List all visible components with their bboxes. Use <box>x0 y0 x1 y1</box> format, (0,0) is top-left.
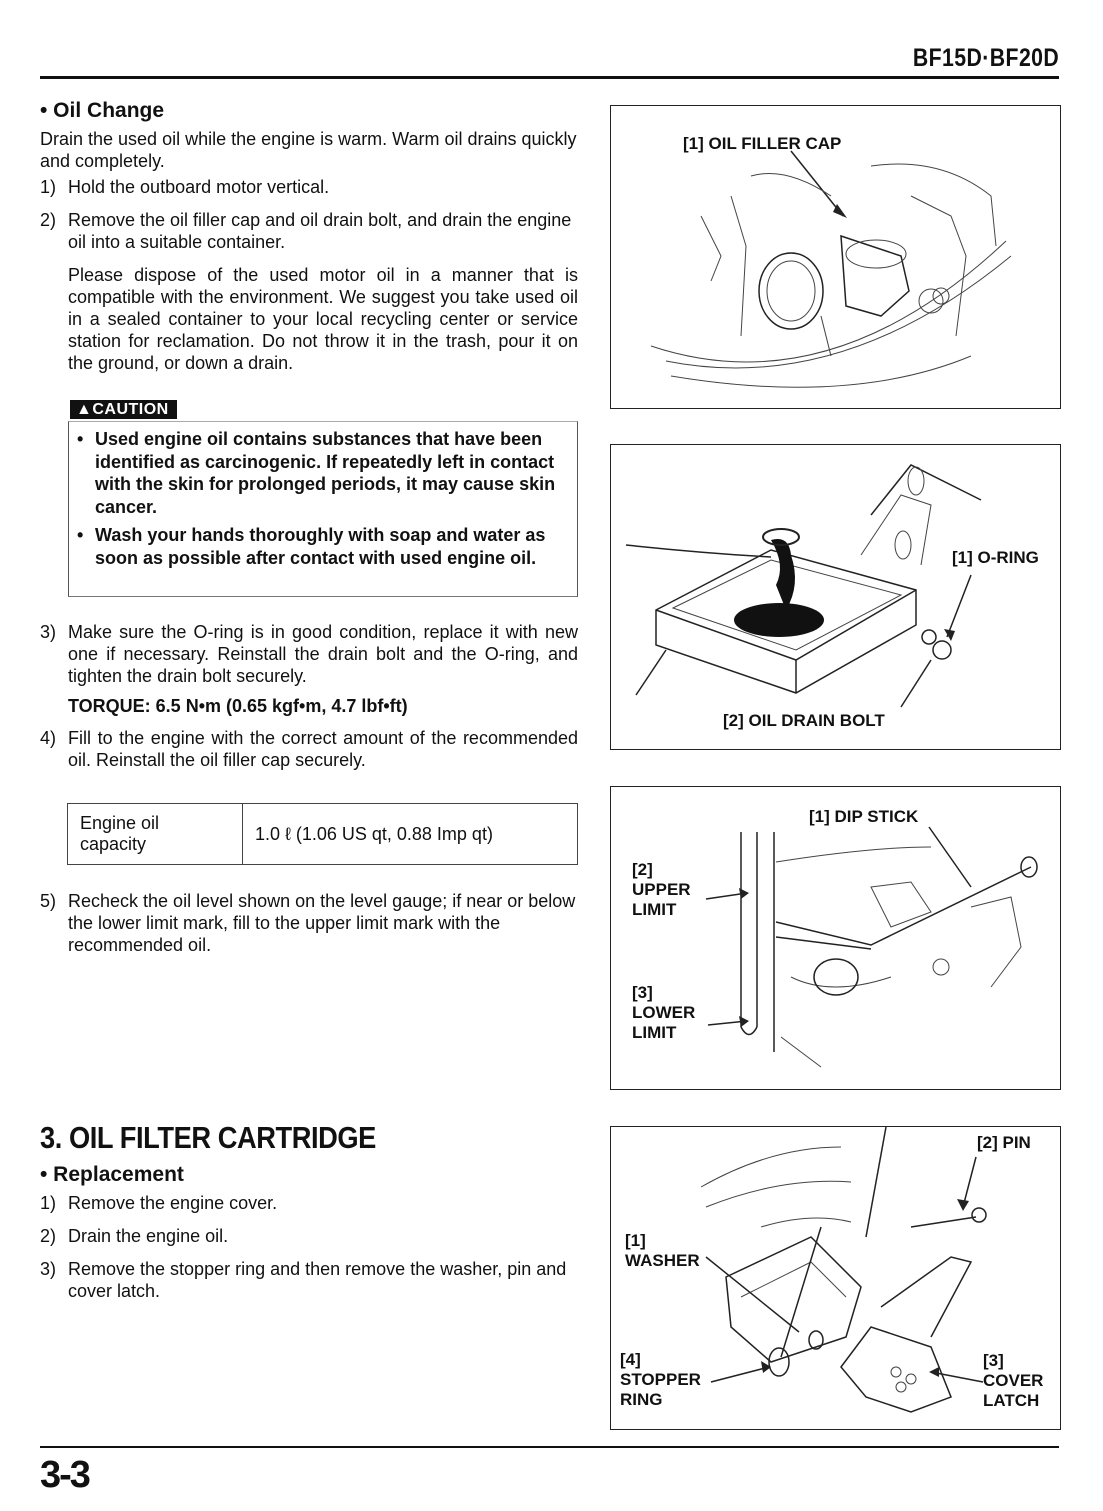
step-text: Hold the outboard motor vertical. <box>68 177 330 197</box>
section-title: 3. OIL FILTER CARTRIDGE <box>40 1120 376 1155</box>
filter-step-1 <box>40 1192 578 1214</box>
drain-pan-illustration <box>611 445 1060 749</box>
filter-section <box>40 1164 578 1302</box>
step-text: Remove the stopper ring and then remove the washer, pin and cover latch. <box>68 1259 567 1301</box>
oil-capacity-table <box>67 803 578 865</box>
step-number: 2) <box>40 1226 57 1246</box>
figure-drain-bolt <box>610 444 1061 750</box>
step-5 <box>40 890 578 956</box>
figure-label: [1] OIL FILLER CAP <box>683 134 842 153</box>
step-number: 5) <box>40 891 57 911</box>
step-5-block <box>40 890 578 956</box>
figure-label-latch: [3] COVER LATCH <box>983 1351 1044 1410</box>
oil-filler-illustration <box>611 106 1060 408</box>
figure-label: [2] OIL DRAIN BOLT <box>723 711 885 730</box>
footer-rule <box>40 1446 1059 1448</box>
replacement-heading: • Replacement <box>40 1163 184 1186</box>
figure-oil-filler-cap <box>610 105 1061 409</box>
oil-change-section-cont <box>40 621 578 771</box>
step-3 <box>40 621 578 687</box>
step-text: Fill to the engine with the correct amount of the recommended oil. Reinstall the oil filler cap securely. <box>68 728 578 770</box>
figure-label: [1] DIP STICK <box>809 807 919 826</box>
oil-change-intro: Drain the used oil while the engine is warm. Warm oil drains quickly and completely. <box>40 129 577 171</box>
step-text: Remove the oil filler cap and oil drain bolt, and drain the engine oil into a suitable container. <box>68 210 572 252</box>
step-number: 4) <box>40 728 57 748</box>
step-1 <box>40 176 578 198</box>
figure-stopper-ring <box>610 1126 1061 1430</box>
figure-label-lower: [3] LOWER LIMIT <box>632 983 696 1042</box>
header-rule <box>40 76 1059 79</box>
caution-box <box>68 421 578 597</box>
capacity-label: Engine oil capacity <box>68 804 243 865</box>
capacity-value: 1.0 ℓ (1.06 US qt, 0.88 Imp qt) <box>243 804 578 865</box>
step-number: 3) <box>40 622 57 642</box>
step-number: 3) <box>40 1259 57 1279</box>
figure-label: [1] O-RING <box>952 548 1039 567</box>
step-number: 1) <box>40 177 57 197</box>
caution-badge: ▲CAUTION <box>70 400 177 419</box>
oil-change-section <box>40 100 578 374</box>
latch-illustration <box>611 1127 1060 1429</box>
page-number: 3-3 <box>40 1454 89 1496</box>
figure-label-stopper: [4] STOPPER RING <box>620 1350 701 1409</box>
step-text: Recheck the oil level shown on the level gauge; if near or below the lower limit mark, fill to the upper limit mark with the recommended oil. <box>68 891 576 955</box>
torque-spec: TORQUE: 6.5 N•m (0.65 kgf•m, 4.7 lbf•ft) <box>68 696 408 716</box>
step-number: 1) <box>40 1193 57 1213</box>
caution-item: • Wash your hands thoroughly with soap and water as soon as possible after contact with used engine oil. <box>77 525 546 568</box>
figure-dipstick <box>610 786 1061 1090</box>
filter-step-2 <box>40 1225 578 1247</box>
step-4 <box>40 727 578 771</box>
caution-item: • Used engine oil contains substances that have been identified as carcinogenic. If repeatedly left in contact with the skin for prolonged periods, it may cause skin cancer. <box>77 429 556 517</box>
step-text: Remove the engine cover. <box>68 1193 278 1213</box>
dispose-note: Please dispose of the used motor oil in a manner that is compatible with the environment. We suggest you take used oil in a sealed container to your local recycling center or service station for reclamation. Do not throw it in the trash, pour it on the ground, or down a drain. <box>68 265 578 373</box>
filter-step-3 <box>40 1258 578 1302</box>
step-text: Drain the engine oil. <box>68 1226 229 1246</box>
model-header: BF15D·BF20D <box>912 44 1059 72</box>
figure-label-pin: [2] PIN <box>977 1133 1031 1152</box>
step-text: Make sure the O-ring is in good condition, replace it with new one if necessary. Reinstall the drain bolt and the O-ring, and tighten the drain bolt securely. <box>68 622 578 686</box>
figure-label-upper: [2] UPPER LIMIT <box>632 860 691 919</box>
step-2 <box>40 209 578 253</box>
oil-change-heading: • Oil Change <box>40 99 165 122</box>
figure-label-washer: [1] WASHER <box>625 1231 700 1270</box>
step-number: 2) <box>40 210 57 230</box>
dipstick-illustration <box>611 787 1060 1089</box>
